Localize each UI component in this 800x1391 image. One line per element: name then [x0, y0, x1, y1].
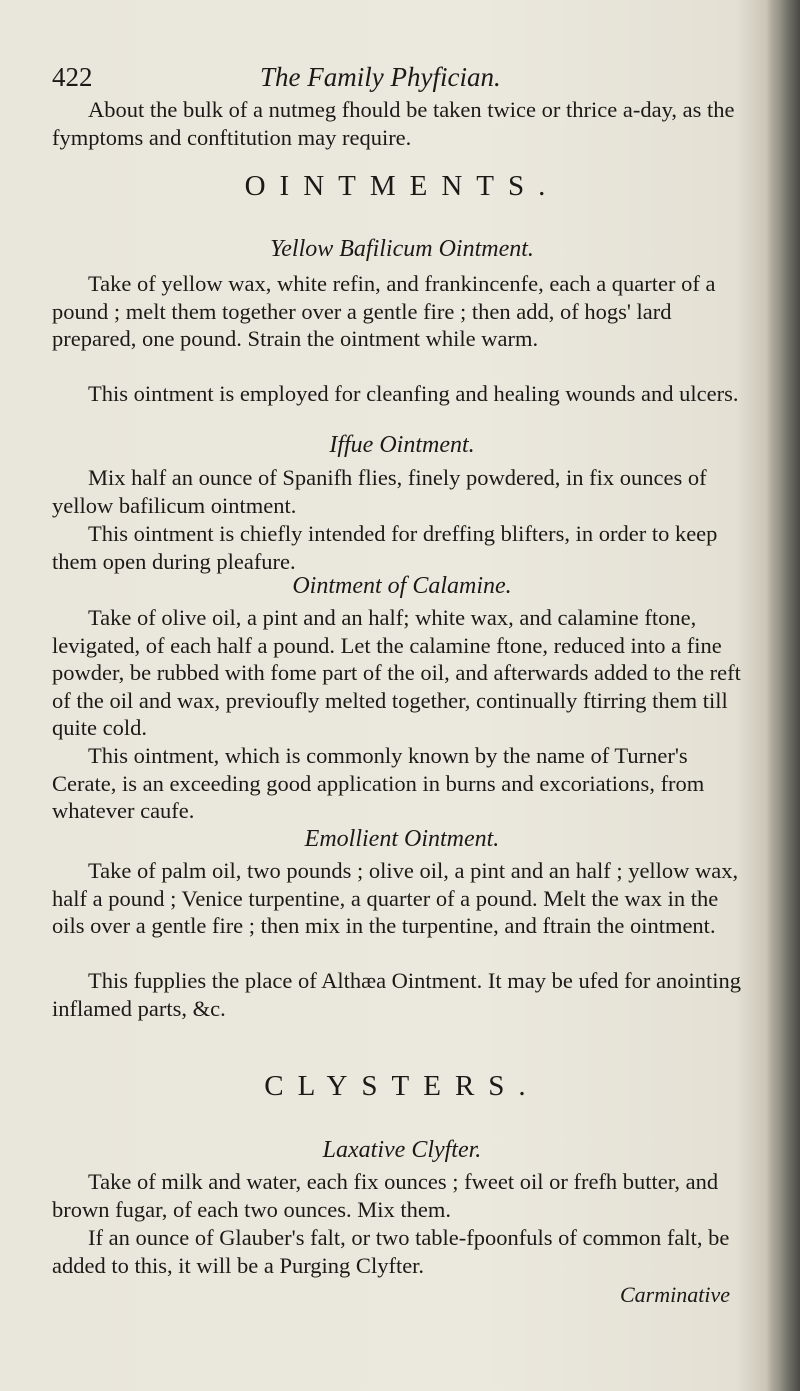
section-heading-clysters: CLYSTERS. [264, 1070, 540, 1102]
entry-paragraph: Take of yellow wax, white refin, and frankincenfe, each a quarter of a pound ; melt them together over a gentle fire ; then add, of hogs' lard prepared, one pound. Strain the ointment while warm. [52, 271, 716, 351]
running-title: The Family Phyfician. [260, 62, 501, 92]
entry-paragraph: This ointment is employed for cleanfing and healing wounds and ulcers. [88, 381, 739, 406]
entry-paragraph: This ointment, which is commonly known by the name of Turner's Cerate, is an exceeding good application in burns and excoriations, from whatever caufe. [52, 743, 705, 823]
entry-paragraph: Take of olive oil, a pint and an half; white wax, and calamine ftone, levigated, of each half a pound. Let the calamine ftone, reduced into a fine powder, be rubbed with fome part of the oil, and afterwards added to the reft of the oil and wax, previoufly melted together, continually ftirring them till quite cold. [52, 605, 741, 740]
intro-paragraph: About the bulk of a nutmeg fhould be taken twice or thrice a-day, as the fymptoms and conftitution may require. [52, 97, 735, 150]
entry-title-emollient: Emollient Ointment. [304, 826, 500, 852]
entry-title-laxative-clyster: Laxative Clyfter. [322, 1137, 482, 1163]
entry-paragraph: Mix half an ounce of Spanifh flies, finely powdered, in fix ounces of yellow bafilicum ointment. [52, 465, 707, 518]
entry-title-calamine: Ointment of Calamine. [292, 573, 512, 599]
catchword: Carminative [620, 1282, 730, 1307]
page-number: 422 [52, 62, 93, 92]
entry-title-issue-ointment: Iffue Ointment. [329, 432, 475, 458]
section-heading-ointments: OINTMENTS. [244, 170, 560, 202]
entry-paragraph: Take of palm oil, two pounds ; olive oil, a pint and an half ; yellow wax, half a pound ; Venice turpentine, a quarter of a pound. Melt the wax in the oils over a gentle fire ; then mix in the turpentine, and ftrain the ointment. [52, 858, 739, 938]
entry-paragraph: This fupplies the place of Althæa Ointment. It may be ufed for anointing inflamed parts, &c. [52, 968, 741, 1021]
page-edge-shadow [766, 0, 800, 1391]
entry-paragraph: This ointment is chiefly intended for dreffing blifters, in order to keep them open during pleafure. [52, 521, 718, 574]
entry-paragraph: Take of milk and water, each fix ounces ; fweet oil or frefh butter, and brown fugar, of each two ounces. Mix them. [52, 1169, 719, 1222]
entry-title-yellow-basilicum: Yellow Bafilicum Ointment. [270, 236, 534, 262]
entry-paragraph: If an ounce of Glauber's falt, or two table-fpoonfuls of common falt, be added to this, it will be a Purging Clyfter. [52, 1225, 730, 1278]
